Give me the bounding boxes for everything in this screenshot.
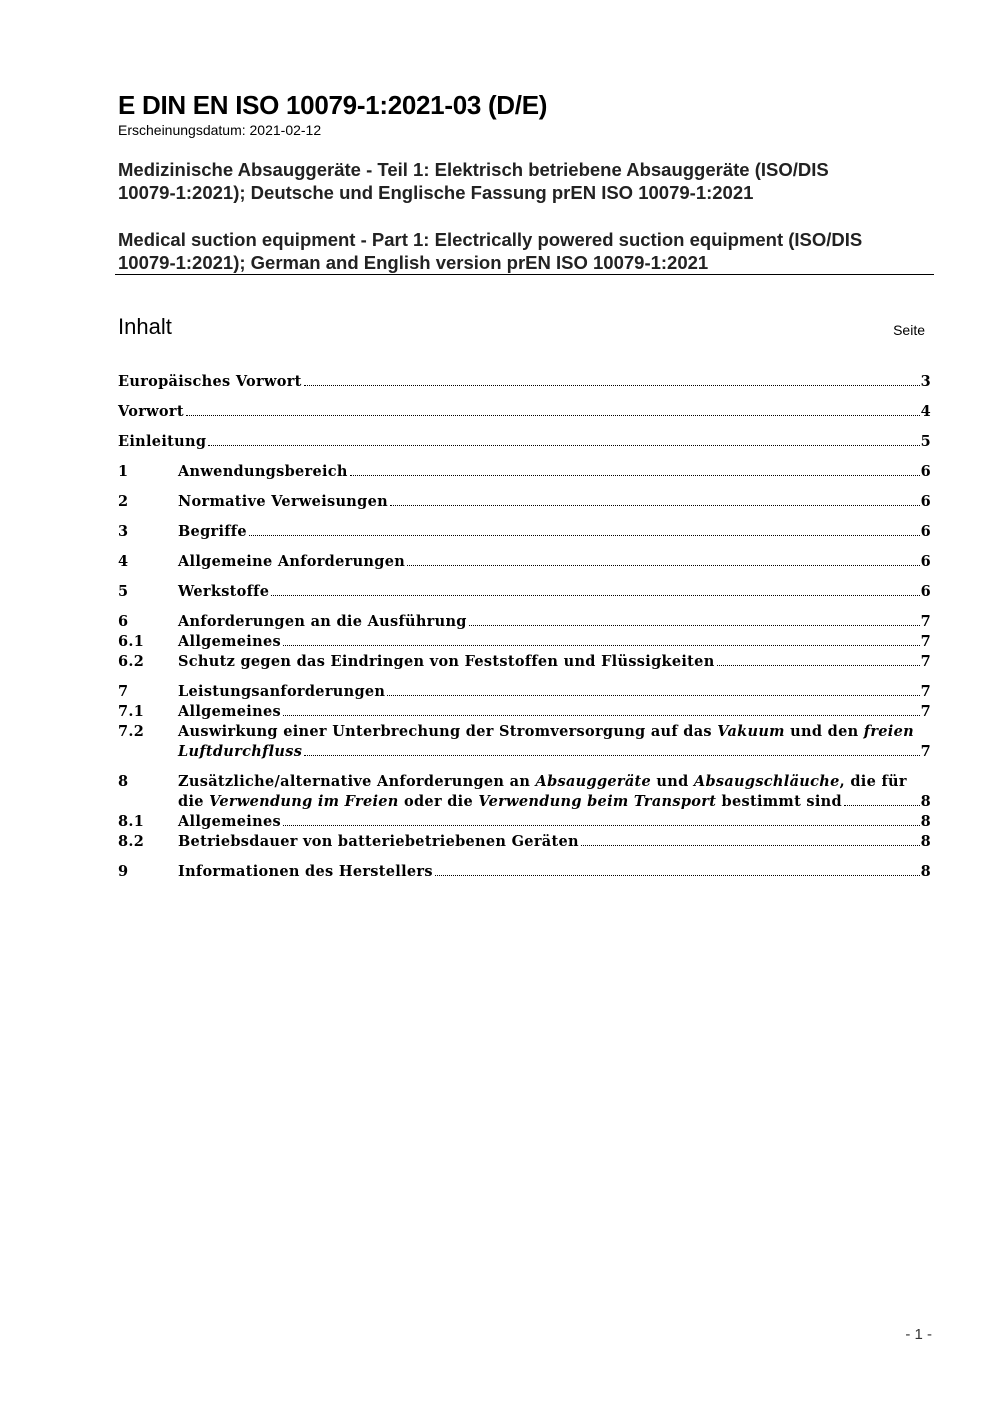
toc-entry-number: 4 [118, 553, 129, 570]
toc-entry-title-line-1: Auswirkung einer Unterbrechung der Stromversorgung auf das Vakuum und den freien [178, 723, 914, 740]
toc-entry-number: 2 [118, 493, 129, 510]
toc-entry-page: 7 [920, 683, 931, 700]
toc-entry-page: 7 [920, 653, 931, 670]
toc-entry-page: 7 [920, 633, 931, 650]
toc-entry-title: Betriebsdauer von batteriebetriebenen Geräten [178, 833, 579, 850]
title-english-line-1: Medical suction equipment - Part 1: Electrically powered suction equipment (ISO/DIS [118, 229, 863, 250]
toc-entry-title: Begriffe [178, 523, 247, 540]
publication-date: Erscheinungsdatum: 2021-02-12 [118, 122, 322, 138]
toc-entry-page: 3 [920, 373, 931, 390]
toc-entry-number: 6.2 [118, 653, 145, 670]
toc-entry-title: Allgemeines [178, 633, 281, 650]
toc-entry[interactable] [118, 832, 931, 852]
toc-entry[interactable] [118, 372, 931, 392]
toc-entry-title-line-2: die Verwendung im Freien oder die Verwendung beim Transport bestimmt sind 8 [178, 793, 931, 810]
toc-entry-title: Einleitung [118, 433, 207, 450]
toc-entry-number: 1 [118, 463, 129, 480]
toc-entry-page: 6 [920, 523, 931, 540]
toc-entry[interactable] [118, 632, 931, 652]
document-id: E DIN EN ISO 10079-1:2021-03 (D/E) [118, 90, 548, 120]
toc-entry-title: Schutz gegen das Eindringen von Feststoffen und Flüssigkeiten [178, 653, 715, 670]
toc-entry-number: 5 [118, 583, 129, 600]
title-german-line-2: 10079-1:2021); Deutsche und Englische Fassung prEN ISO 10079-1:2021 [118, 182, 754, 203]
toc-entry-page: 5 [920, 433, 931, 450]
toc-entry[interactable] [118, 582, 931, 602]
toc-entry[interactable] [118, 492, 931, 512]
toc-entry-title: Leistungsanforderungen [178, 683, 386, 700]
toc-entry-page: 7 [920, 743, 931, 760]
toc-entry-number: 9 [118, 863, 129, 880]
toc-entry-page: 8 [920, 833, 931, 850]
toc-entry[interactable] [118, 552, 931, 572]
toc-entry-page: 6 [920, 553, 931, 570]
toc-entry-title: Anforderungen an die Ausführung [178, 613, 467, 630]
toc-entry-title-line-2: Luftdurchfluss 7 [178, 743, 931, 760]
page-number: - 1 - [905, 1326, 932, 1343]
toc-entry[interactable] [118, 722, 931, 762]
toc-entry-page: 8 [920, 863, 931, 880]
header-divider [115, 274, 934, 275]
title-german-line-1: Medizinische Absauggeräte - Teil 1: Elektrisch betriebene Absauggeräte (ISO/DIS [118, 159, 829, 180]
toc-entry[interactable] [118, 462, 931, 482]
toc-entry-title: Allgemeines [178, 703, 281, 720]
toc-entry[interactable] [118, 812, 931, 832]
toc-entry-number: 8.1 [118, 813, 145, 830]
toc-entry[interactable] [118, 432, 931, 452]
toc-entry-page: 4 [920, 403, 931, 420]
toc-entry-page: 8 [920, 793, 931, 810]
toc-entry-number: 7.1 [118, 703, 145, 720]
toc-entry-number: 3 [118, 523, 129, 540]
toc-entry[interactable] [118, 402, 931, 422]
toc-entry-title: Vorwort [118, 403, 184, 420]
toc-entry[interactable] [118, 682, 931, 702]
toc-entry-title: Allgemeine Anforderungen [178, 553, 406, 570]
toc-entry-number: 8.2 [118, 833, 145, 850]
toc-entry-page: 6 [920, 493, 931, 510]
toc-entry-title-line-1: Zusätzliche/alternative Anforderungen an Absauggeräte und Absaugschläuche, die für [178, 773, 907, 790]
toc-entry-page: 8 [920, 813, 931, 830]
toc-entry-title: Allgemeines [178, 813, 281, 830]
toc-entry-number: 6.1 [118, 633, 145, 650]
toc-entry-title: Informationen des Herstellers [178, 863, 433, 880]
toc-entry-number: 8 [118, 773, 129, 790]
title-german [118, 158, 938, 204]
toc-entry[interactable] [118, 862, 931, 882]
toc-entry[interactable] [118, 522, 931, 542]
toc-entry-title: Anwendungsbereich [178, 463, 348, 480]
toc-entry[interactable] [118, 702, 931, 722]
toc-heading: Inhalt [118, 314, 172, 339]
toc-entry[interactable] [118, 772, 931, 812]
title-english [118, 228, 938, 274]
toc-entry-page: 6 [920, 583, 931, 600]
table-of-contents [118, 372, 931, 882]
toc-page-label: Seite [893, 322, 925, 338]
toc-entry-title: Normative Verweisungen [178, 493, 388, 510]
toc-entry-number: 7 [118, 683, 129, 700]
toc-entry-page: 7 [920, 613, 931, 630]
toc-entry[interactable] [118, 652, 931, 672]
toc-entry-number: 7.2 [118, 723, 145, 740]
toc-entry-title: Werkstoffe [178, 583, 270, 600]
title-english-line-2: 10079-1:2021); German and English version prEN ISO 10079-1:2021 [118, 252, 709, 273]
toc-entry-page: 7 [920, 703, 931, 720]
toc-entry-number: 6 [118, 613, 129, 630]
toc-entry-title: Europäisches Vorwort [118, 373, 302, 390]
toc-entry[interactable] [118, 612, 931, 632]
toc-entry-page: 6 [920, 463, 931, 480]
